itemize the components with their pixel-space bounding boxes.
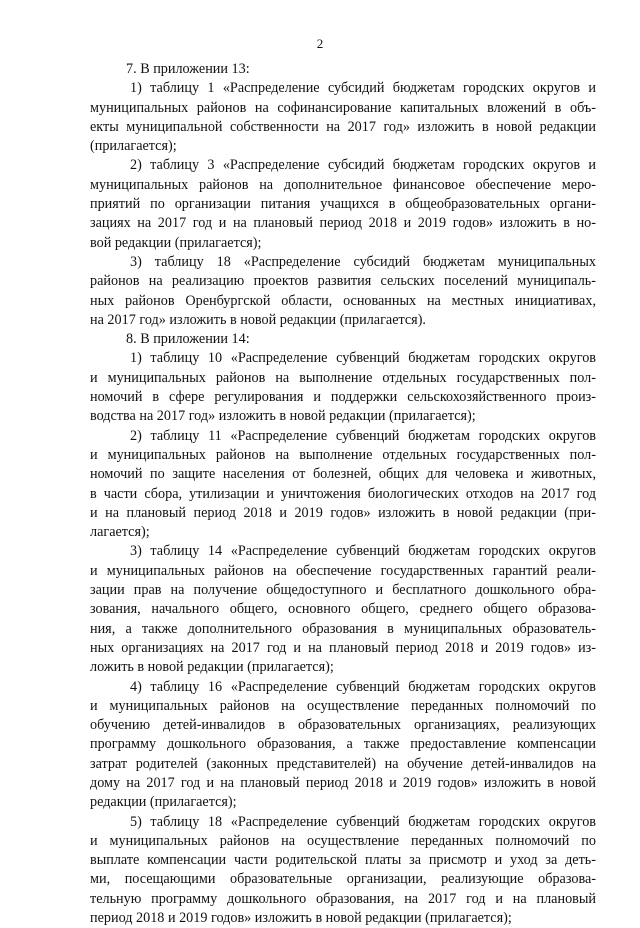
text-line: и на плановый период 2018 и 2019 годов» изложить в новой редакции (при-: [90, 504, 596, 521]
text-line: и муниципальных районов на осуществление переданных полномочий по: [90, 832, 596, 849]
paragraph: [90, 79, 596, 156]
text-line: 1) таблицу 1 «Распределение субсидий бюджетам городских округов и: [130, 80, 596, 97]
text-line: в части сбора, утилизации и уничтожения биологических отходов на 2017 год: [90, 485, 596, 502]
paragraph: [90, 678, 596, 813]
text-line: номочий в сфере регулирования и поддержки сельскохозяйственного произ-: [90, 389, 596, 406]
text-line: программу дошкольного образования, а также предоставление компенсации: [90, 736, 596, 753]
text-line: 2) таблицу 3 «Распределение субсидий бюджетам городских округов и: [130, 157, 596, 174]
text-line: обучению детей-инвалидов в образовательных организациях, реализующих: [90, 717, 596, 734]
text-line: номочий по защите населения от болезней, общих для человека и животных,: [90, 466, 596, 483]
text-line: ния, а также дополнительного образования в муниципальных образователь-: [90, 620, 596, 637]
text-line: и муниципальных районов на выполнение отдельных государственных пол-: [90, 369, 596, 386]
text-line: районов на реализацию проектов развития сельских поселений муниципаль-: [90, 273, 596, 290]
text-line: дому на 2017 год и на плановый период 2018 и 2019 годов» изложить в новой: [90, 774, 596, 791]
paragraph: [90, 427, 596, 543]
text-line: тельную программу дошкольного образования, на 2017 год и на плановый: [90, 890, 596, 907]
paragraph: [90, 330, 596, 349]
text-line: и муниципальных районов на выполнение отдельных государственных пол-: [90, 446, 596, 463]
text-line: 4) таблицу 16 «Распределение субвенций бюджетам городских округов: [130, 678, 596, 695]
text-line: приятий по организации питания учащихся в общеобразовательных органи-: [90, 196, 596, 213]
text-line: ми, посещающими образовательные организации, реализующие образова-: [90, 871, 596, 888]
text-line: лагается);: [90, 524, 150, 541]
paragraph: [90, 156, 596, 252]
text-line: (прилагается);: [90, 138, 177, 155]
text-line: 3) таблицу 18 «Распределение субсидий бюджетам муниципальных: [130, 253, 596, 270]
text-line: муниципальных районов на софинансирование капитальных вложений в объ-: [90, 99, 596, 116]
text-line: период 2018 и 2019 годов» изложить в новой редакции (прилагается);: [90, 910, 512, 927]
text-line: 1) таблицу 10 «Распределение субвенций бюджетам городских округов: [130, 350, 596, 367]
text-line: затрат родителей (законных представителей) на обучение детей-инвалидов на: [90, 755, 596, 772]
text-line: водства на 2017 год» изложить в новой редакции (прилагается);: [90, 408, 476, 425]
paragraph: [90, 60, 596, 79]
text-line: и муниципальных районов на осуществление переданных полномочий по: [90, 697, 596, 714]
paragraph: [90, 542, 596, 677]
text-line: екты муниципальной собственности на 2017 год» изложить в новой редакции: [90, 118, 596, 135]
text-line: выплате компенсации части родительской платы за присмотр и уход за деть-: [90, 852, 596, 869]
text-line: муниципальных районов на дополнительное финансовое обеспечение меро-: [90, 176, 596, 193]
text-line: на 2017 год» изложить в новой редакции (прилагается).: [90, 311, 426, 328]
text-line: зования, начального общего, основного общего, среднего общего образова-: [90, 601, 596, 618]
text-line: редакции (прилагается);: [90, 794, 237, 811]
text-line: ложить в новой редакции (прилагается);: [90, 659, 334, 676]
document-body: [90, 60, 596, 928]
text-line: ных организациях на 2017 год и на плановый период 2018 и 2019 годов» из-: [90, 639, 596, 656]
text-line: зации прав на получение общедоступного и бесплатного дошкольного обра-: [90, 582, 596, 599]
paragraph: [90, 813, 596, 928]
text-line: ных районов Оренбургской области, основанных на местных инициативах,: [90, 292, 596, 309]
paragraph: [90, 349, 596, 426]
text-line: 8. В приложении 14:: [126, 331, 250, 348]
text-line: зациях на 2017 год и на плановый период 2018 и 2019 годов» изложить в но-: [90, 215, 596, 232]
text-line: 3) таблицу 14 «Распределение субвенций бюджетам городских округов: [130, 543, 596, 560]
paragraph: [90, 253, 596, 330]
text-line: 7. В приложении 13:: [126, 61, 250, 77]
text-line: вой редакции (прилагается);: [90, 234, 262, 251]
text-line: и муниципальных районов на обеспечение государственных гарантий реали-: [90, 562, 596, 579]
page-number: 2: [316, 36, 324, 51]
text-line: 5) таблицу 18 «Распределение субвенций бюджетам городских округов: [130, 813, 596, 830]
text-line: 2) таблицу 11 «Распределение субвенций бюджетам городских округов: [130, 427, 596, 444]
